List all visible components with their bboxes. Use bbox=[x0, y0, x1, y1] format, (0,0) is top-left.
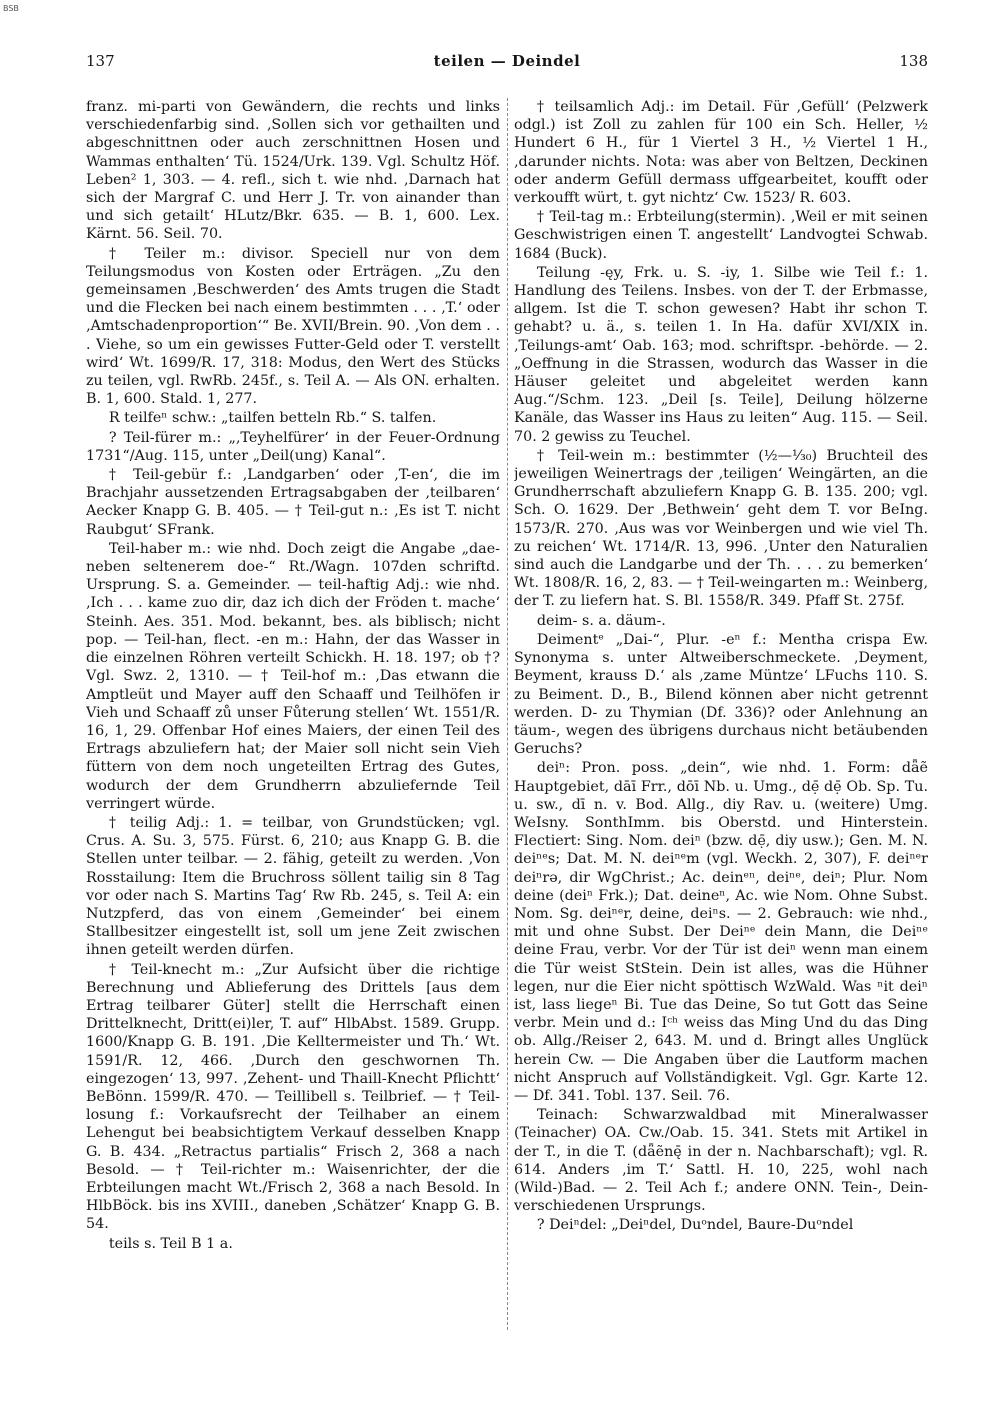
running-title: teilen — Deindel bbox=[433, 52, 581, 70]
dictionary-entry: Teinach: Schwarzwaldbad mit Mineralwasser (Teinacher) OA. Cw./Oab. 15. 341. Stets mit Artikel in der T., in die T. (dǟẽnę̄ in der n. Nachbarschaft); vgl. R. 614. Anders ‚im T.‘ Sattl. H. 10, 225, wohl nach (Wild-)Bad. — 2. Teil Ach f.; andere ONN. Tein-, Dein- verschiedenen Ursprungs. bbox=[514, 1107, 928, 1215]
column-divider bbox=[507, 98, 508, 1330]
dictionary-entry: franz. mi-parti von Gewändern, die rechts und links verschiedenfarbig sind. ‚Sollen sich vor gethailten und abgeschnittnen oder auch zerschnittnen Hosen und Wammas enthalten‘ Tü. 1524/Urk. 139. Vgl. Schultz Höf. Leben² 1, 303. — 4. refl., sich t. wie nhd. ‚Darnach hat sich der Margraf C. und Herr J. Tr. von ainander than und sich getailt‘ HLutz/Bkr. 635. — B. 1, 600. Lex. Kärnt. 56. Seil. 70. bbox=[86, 99, 500, 243]
dictionary-entry: Teilung -ęy, Frk. u. S. -iy, 1. Silbe wie Teil f.: 1. Handlung des Teilens. Insbes. von der T. der Erbmasse, allgem. Ist die T. schon gewesen? Habt ihr schon T. gehabt? u. ä., s. teilen 1. In Ha. dafür XVI/XIX in. ‚Teilungs-amt‘ Oab. 163; mod. schriftspr. -behörde. — 2. „Oeffnung in die Strassen, wodurch das Wasser in die Häuser geleitet und abgeleitet werden kann Aug.“/Schm. 123. „Deil [s. Teile], Deilung hölzerne Kanäle, das Wasser ins Haus zu leiten“ Aug. 115. — Seil. 70. 2 gewiss zu Teuchel. bbox=[514, 264, 928, 445]
page-number-right: 138 bbox=[899, 52, 928, 70]
watermark: BSB bbox=[3, 4, 19, 13]
dictionary-entry: Teil-haber m.: wie nhd. Doch zeigt die Angabe „dae- neben seltenerem doe-“ Rt./Wagn. 107den schriftd. Ursprung. S. a. Gemeinder. — teil-haftig Adj.: wie nhd. ‚Ich . . . kame zuo dir, daz ich dich der Fröden t. mache‘ Steinh. Aes. 351. Mod. bekannt, bes. als biblisch; nicht pop. — Teil-han, flect. -en m.: Hahn, der das Wasser in die einzelnen Röhren verteilt Schickh. H. 18. 197; ob †? Vgl. Swz. 2, 1310. — † Teil-hof m.: ‚Das etwann die Amptleüt und Mayer auff den Schaaff und Teilhöfen ir Vieh und Schaaff zů unser Fůterung stellen‘ Wt. 1551/R. 16, 1, 29. Offenbar Hof eines Maiers, der einen Teil des Ertrags abzuliefern hat; der Maier soll nicht sein Vieh füttern von dem noch ungeteilten Ertrag des Gutes, wodurch der dem Grundherrn abzuliefernde Teil verringert würde. bbox=[86, 540, 500, 812]
dictionary-entry: † Teil-knecht m.: „Zur Aufsicht über die richtige Berechnung und Ablieferung des Drittels [aus dem Ertrag teilbarer Güter] stellt die Herrschaft einen Drittelknecht, Dritt(ei)ler, T. auf“ HlbAbst. 1589. Grupp. 1600/Knapp G. B. 191. ‚Die Kelltermeister und Th.‘ Wt. 1591/R. 12, 466. ‚Durch den geschwornen Th. eingezogen‘ 13, 997. ‚Zehent- und Thaill-Knecht Pflichtt‘ BeBönn. 1599/R. 470. — Teillibell s. Teilbrief. — † Teil-losung f.: Vorkaufsrecht der Teilhaber an einem Lehengut bei beabsichtigtem Verkauf desselben Knapp G. B. 434. „Retractus partialis“ Frisch 2, 368 a nach Besold. — † Teil-richter m.: Waisenrichter, der die Erbteilungen macht Wt./Frisch 2, 368 a nach Besold. In HlbBöck. bis ins XVIII., daneben ‚Schätzer‘ Knapp G. B. 54. bbox=[86, 961, 500, 1233]
right-column bbox=[514, 98, 928, 1330]
dictionary-entry: ? Deiⁿdel: „Deiⁿdel, Duᵒndel, Baure-Duᵒndel bbox=[536, 1217, 854, 1234]
dictionary-entry: † teilig Adj.: 1. = teilbar, von Grundstücken; vgl. Crus. A. Su. 3, 575. Fürst. 6, 210; aus Knapp G. B. die Stellen unter teilbar. — 2. fähig, geteilt zu werden. ‚Von Rosstailung: Item die Bruchross söllent tailig sin 8 Tag vor oder nach S. Martins Tag‘ Rw Rb. 245, s. Teil A: ein Nutzpferd, das von einem ‚Gemeinder‘ bei einem Stallbesitzer eingestellt ist, soll um jene Zeit zwischen ihnen geteilt werden dürfen. bbox=[86, 814, 500, 959]
dictionary-entry: deiⁿ: Pron. poss. „dein“, wie nhd. 1. Form: dǟẽ Hauptgebiet, dāī Frr., dōī Nb. u. Umg., dẹ̄ dẹ̄ Ob. Sp. Tu. u. sw., dī n. v. Bod. Allg., diy Rav. u. (weitere) Umg. WeIsny. SonthImm. bis Oberstd. und Hinterstein. Flectiert: Sing. Nom. deiⁿ (bzw. dẹ̄, diy usw.); Gen. M. N. deiⁿᵉs; Dat. M. N. deiⁿᵉm (vgl. Weckh. 2, 307), F. deiⁿᵉr deiⁿrə, dir WgChrist.; Ac. deinᵉⁿ, deiⁿᵉ, deiⁿ; Plur. Nom deine (deiⁿ Frk.); Dat. deineⁿ, Ac. wie Nom. Ohne Subst. Nom. Sg. deiⁿᵉr, deine, deiⁿs. — 2. Gebrauch: wie nhd., mit und ohne Subst. Der Deiⁿᵉ dein Mann, die Deiⁿᵉ deine Frau, verbr. Vor der Tür ist deiⁿ wenn man einem die Tür weist StStein. Dein ist alles, was die Hühner legen, nur die Eier nicht spöttisch WzWald. Was ⁿit deiⁿ ist, lass liegeⁿ Bi. Tue das Deine, So tut Gott das Seine verbr. Mein und d.: Iᶜʰ weiss das Ming Und du das Ding ob. Allg./Reiser 2, 643. M. und d. Bringt alles Unglück herein Cw. — Die Angaben über die Lautform machen nicht Anspruch auf Vollständigkeit. Vgl. Ggr. Karte 12. — Df. 341. Tobl. 137. Seil. 76. bbox=[514, 760, 928, 1104]
dictionary-entry: † Teil-wein m.: bestimmter (½—¹⁄₃₀) Bruchteil des jeweiligen Weinertrags der ‚teiligen‘ Weingärten, an die Grundherrschaft abzuliefern Knapp G. B. 135. 200; vgl. Sch. O. 1629. Der ‚Bethwein‘ geht dem T. vor BeIng. 1573/R. 270. ‚Aus was vor Weinbergen und wie viel Th. zu reichen‘ Wt. 1714/R. 13, 996. ‚Unter den Naturalien sind auch die Landgarbe und der Th. . . . zu bemerken‘ Wt. 1808/R. 16, 2, 83. — † Teil-weingarten m.: Weinberg, der T. zu liefern hat. S. Bl. 1558/R. 349. Pfaff St. 275f. bbox=[514, 447, 928, 610]
dictionary-entry: † teilsamlich Adj.: im Detail. Für ‚Gefüll‘ (Pelzwerk odgl.) ist Zoll zu zahlen für 100 ein Sch. Heller, ½ Hundert 6 H., für 1 Viertel 3 H., ½ Viertel 1 H., ‚darunder nichts. Nota: was aber von Beltzen, Deckinen oder anderm Gefüll dermass uffgearbeitet, koufft oder verkoufft würt, t. gyt nichtz‘ Cw. 1523/ R. 603. bbox=[514, 99, 928, 207]
dictionary-entry: Deimentᵉ „Dai-“, Plur. -eⁿ f.: Mentha crispa Ew. Synonyma s. unter Altweiberschmeckete. ‚Deyment, Beyment, krauss D.‘ als ‚zame Müntze‘ LFuchs 110. S. zu Beiment. D., B., Bilend können aber nicht getrennt werden. D- zu Thymian (Df. 336)? oder Anlehnung an täum-, wegen des übrigens durchaus nicht betäubenden Geruchs? bbox=[514, 631, 928, 758]
dictionary-entry: R teilfeⁿ schw.: „tailfen betteln Rb.“ S. talfen. bbox=[108, 410, 437, 427]
dictionary-entry: † Teil-gebür f.: ‚Landgarben‘ oder ‚T-en‘, die im Brachjahr aussetzenden Ertragsabgaben der ‚teilbaren‘ Aecker Knapp G. B. 405. — † Teil-gut n.: ‚Es ist T. nicht Raubgut‘ SFrank. bbox=[86, 467, 500, 538]
dictionary-entry: † Teiler m.: divisor. Speciell nur von dem Teilungsmodus von Kosten oder Erträgen. „Zu den gemeinsamen ‚Beschwerden‘ des Amts trugen die Stadt und die Flecken bei nach einem bestimmten . . . ‚T.‘ oder ‚Amtschadenproportion‘“ Be. XVII/Brein. 90. ‚Von dem . . . Viehe, so um ein gewisses Futter-Geld oder T. verstellt wird‘ Wt. 1699/R. 17, 318: Modus, den Wert des Stücks zu teilen, vgl. RwRb. 245f., s. Teil A. — Als ON. erhalten. B. 1, 600. Stald. 1, 277. bbox=[86, 245, 500, 408]
dictionary-entry: † Teil-tag m.: Erbteilung(stermin). ‚Weil er mit seinen Geschwistrigen einen T. angestellt‘ Landvogtei Schwab. 1684 (Buck). bbox=[514, 209, 928, 262]
left-column bbox=[86, 98, 500, 1330]
dictionary-entry: deim- s. a. däum-. bbox=[536, 612, 666, 629]
dictionary-entry: teils s. Teil B 1 a. bbox=[108, 1235, 233, 1252]
page-header bbox=[86, 52, 928, 78]
dictionary-entry: ? Teil-fürer m.: „‚Teyhelfürer‘ in der Feuer-Ordnung 1731“/Aug. 115, unter „Deil(ung) Kanal“. bbox=[86, 429, 500, 464]
page-number-left: 137 bbox=[86, 52, 115, 70]
